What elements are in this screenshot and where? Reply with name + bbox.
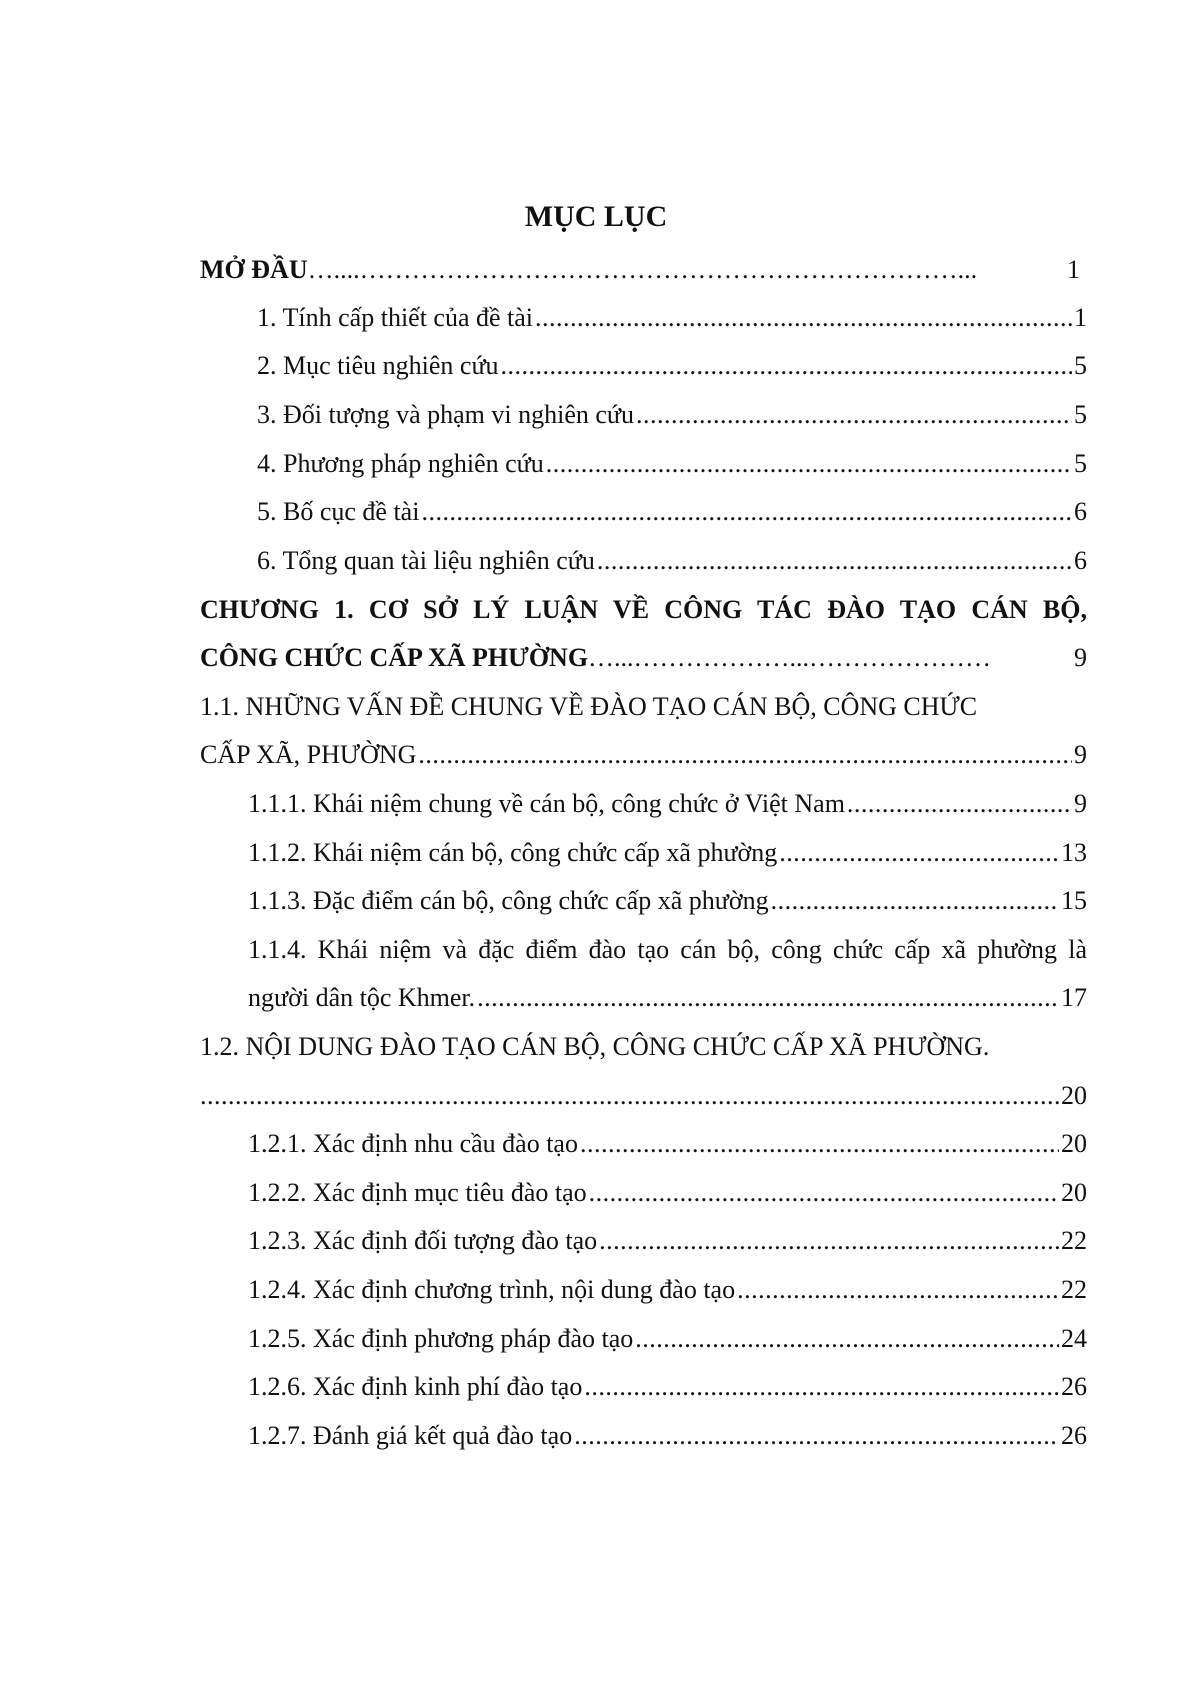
toc-page-number: 20 xyxy=(1061,1178,1087,1207)
toc-page-number: 5 xyxy=(1074,400,1087,429)
toc-entry-1-2-1 xyxy=(248,1124,1087,1164)
toc-page-number: 22 xyxy=(1061,1275,1087,1304)
toc-chapter-1-line1: CHƯƠNG 1. CƠ SỞ LÝ LUẬN VỀ CÔNG TÁC ĐÀO TẠO CÁN BỘ, xyxy=(200,595,1087,624)
toc-entry-label: 1.1.2. Khái niệm cán bộ, công chức cấp xã phường xyxy=(248,838,778,867)
toc-leader xyxy=(847,784,1072,824)
toc-leader xyxy=(200,1076,1059,1116)
toc-entry-label: người dân tộc Khmer. xyxy=(248,983,476,1012)
toc-entry-1-2-6 xyxy=(248,1367,1087,1407)
toc-entry-s3 xyxy=(257,395,1087,435)
toc-entry-1-1-3 xyxy=(248,881,1087,921)
toc-leader xyxy=(737,1270,1059,1310)
toc-entry-label: 3. Đối tượng và phạm vi nghiên cứu xyxy=(257,400,634,429)
toc-page-number: 22 xyxy=(1061,1226,1087,1255)
toc-entry-1-2-5 xyxy=(248,1319,1087,1359)
toc-page-number: 26 xyxy=(1061,1372,1087,1401)
toc-leader xyxy=(546,444,1072,484)
page-title: MỤC LỤC xyxy=(524,200,668,233)
toc-entry-label: CÔNG CHỨC CẤP XÃ PHƯỜNG xyxy=(200,643,589,672)
toc-entry-label: 1.2.5. Xác định phương pháp đào tạo xyxy=(248,1324,634,1353)
toc-entry-label: 1.2.4. Xác định chương trình, nội dung đào tạo xyxy=(248,1275,736,1304)
toc-leader xyxy=(771,881,1059,921)
toc-section-1-1-line1: 1.1. NHỮNG VẤN ĐỀ CHUNG VỀ ĐÀO TẠO CÁN BỘ, CÔNG CHỨC xyxy=(200,692,978,721)
toc-leader xyxy=(580,1124,1059,1164)
toc-leader xyxy=(599,1221,1059,1261)
toc-entry-label: 4. Phương pháp nghiên cứu xyxy=(257,449,544,478)
toc-page-number: 13 xyxy=(1061,838,1087,867)
toc-entry-s6 xyxy=(257,541,1087,581)
toc-section-1-2-line1: 1.2. NỘI DUNG ĐÀO TẠO CÁN BỘ, CÔNG CHỨC CẤP XÃ PHƯỜNG. xyxy=(200,1032,990,1061)
toc-page-number: 5 xyxy=(1074,449,1087,478)
toc-entry-1-2-3 xyxy=(248,1221,1087,1261)
toc-leader xyxy=(535,298,1072,338)
toc-chapter-1-line2 xyxy=(200,638,1087,678)
toc-leader xyxy=(477,978,1059,1018)
toc-entry-1-2-4 xyxy=(248,1270,1087,1310)
toc-entry-label: 1.2.7. Đánh giá kết quả đào tạo xyxy=(248,1421,573,1450)
toc-leader xyxy=(597,541,1072,581)
toc-leader: …....……………………………………………………………... xyxy=(307,255,978,284)
toc-page-number: 20 xyxy=(1061,1081,1087,1110)
toc-entry-1-1-2 xyxy=(248,833,1087,873)
toc-entry-label: 1.2.2. Xác định mục tiêu đào tạo xyxy=(248,1178,587,1207)
toc-entry-label: 6. Tổng quan tài liệu nghiên cứu xyxy=(257,546,595,575)
toc-entry-label: MỞ ĐẦU xyxy=(200,255,308,284)
toc-section-1-2-line2 xyxy=(200,1076,1087,1116)
toc-entry-label: 1.1.1. Khái niệm chung về cán bộ, công chức ở Việt Nam xyxy=(248,789,845,818)
toc-entry-label: 5. Bố cục đề tài xyxy=(257,497,420,526)
toc-page-number: 20 xyxy=(1061,1129,1087,1158)
toc-entry-s1 xyxy=(257,298,1087,338)
toc-page-number: 17 xyxy=(1061,983,1087,1012)
toc-entry-1-2-7 xyxy=(248,1416,1087,1456)
toc-page-number: 15 xyxy=(1061,886,1087,915)
toc-page-number: 1 xyxy=(1074,303,1087,332)
toc-leader: …...………………...………………… xyxy=(588,643,992,672)
toc-leader xyxy=(574,1416,1059,1456)
toc-leader xyxy=(635,1319,1059,1359)
toc-leader xyxy=(418,735,1072,775)
toc-entry-label: 2. Mục tiêu nghiên cứu xyxy=(257,351,499,380)
toc-entry-1-1-1 xyxy=(248,784,1087,824)
toc-entry-1-1-4-line1: 1.1.4. Khái niệm và đặc điểm đào tạo cán bộ, công chức cấp xã phường là xyxy=(248,935,1087,964)
toc-leader xyxy=(779,833,1059,873)
toc-leader xyxy=(421,492,1072,532)
toc-leader xyxy=(636,395,1072,435)
toc-entry-label: CẤP XÃ, PHƯỜNG xyxy=(200,740,417,769)
toc-entry-label: 1.2.6. Xác định kinh phí đào tạo xyxy=(248,1372,583,1401)
toc-page-number: 1 xyxy=(1067,255,1080,284)
toc-page-number: 6 xyxy=(1074,546,1087,575)
toc-entry-label: 1. Tính cấp thiết của đề tài xyxy=(257,303,534,332)
toc-section-1-1-line2 xyxy=(200,735,1087,775)
toc-entry-s2 xyxy=(257,346,1087,386)
toc-entry-1-1-4-line2 xyxy=(248,978,1087,1018)
toc-leader xyxy=(501,346,1072,386)
toc-page-number: 5 xyxy=(1074,351,1087,380)
toc-entry-s5 xyxy=(257,492,1087,532)
toc-page-number: 9 xyxy=(1074,789,1087,818)
toc-page-number: 9 xyxy=(1074,740,1087,769)
toc-page-number: 9 xyxy=(1074,643,1087,672)
toc-entry-label: 1.2.3. Xác định đối tượng đào tạo xyxy=(248,1226,598,1255)
toc-page-number: 6 xyxy=(1074,497,1087,526)
toc-entry-label: 1.2.1. Xác định nhu cầu đào tạo xyxy=(248,1129,578,1158)
toc-leader xyxy=(589,1173,1059,1213)
toc-entry-mo-dau xyxy=(200,250,1080,290)
toc-entry-label: 1.1.3. Đặc điểm cán bộ, công chức cấp xã phường xyxy=(248,886,769,915)
toc-entry-s4 xyxy=(257,444,1087,484)
toc-leader xyxy=(584,1367,1059,1407)
toc-page-number: 24 xyxy=(1061,1324,1087,1353)
toc-page-number: 26 xyxy=(1061,1421,1087,1450)
toc-entry-1-2-2 xyxy=(248,1173,1087,1213)
